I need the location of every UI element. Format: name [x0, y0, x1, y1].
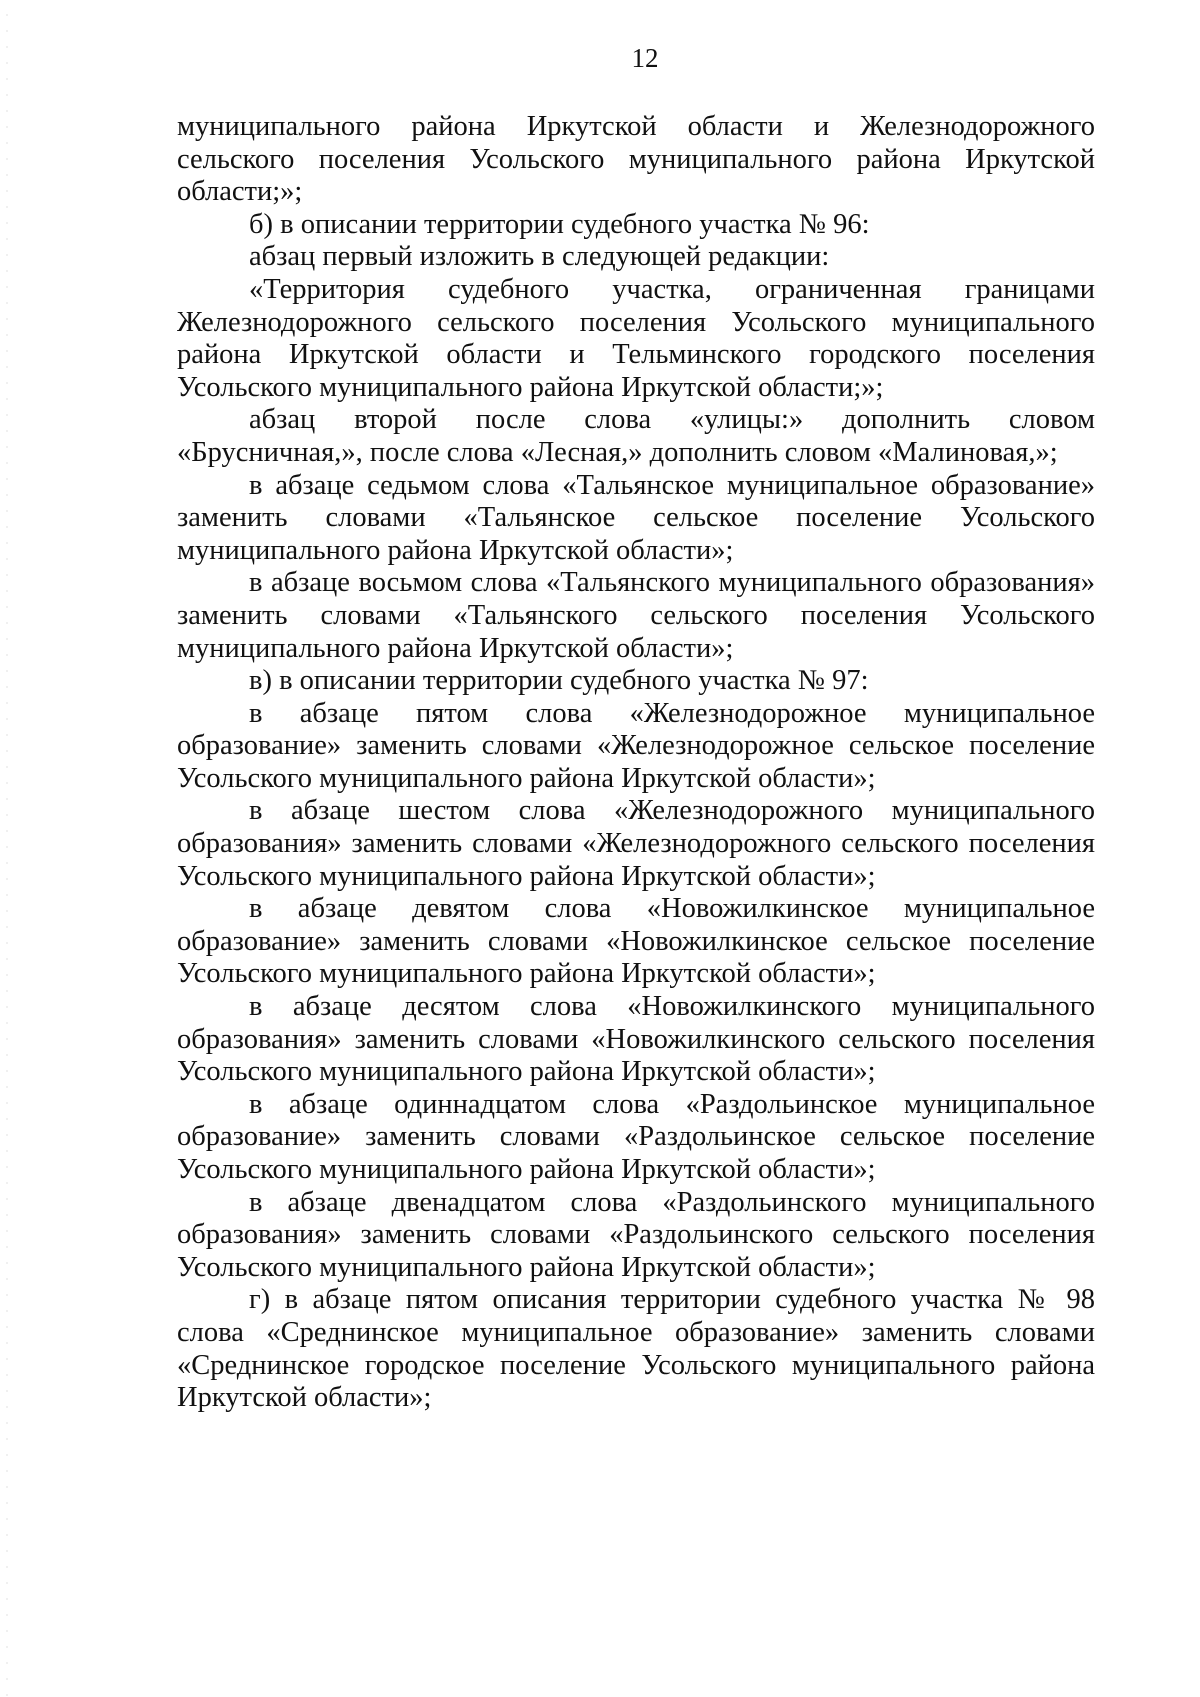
paragraph: в абзаце одиннадцатом слова «Раздольинское муниципальное образование» заменить словами «Раздольинское сельское поселение Усольского муниципального района Иркутской области»;: [177, 1088, 1095, 1185]
paragraph: в абзаце десятом слова «Новожилкинского муниципального образования» заменить словами «Новожилкинского сельского поселения Усольского муниципального района Иркутской области»;: [177, 991, 1095, 1088]
document-body: [177, 111, 1095, 1415]
page-number: 12: [631, 43, 659, 73]
paragraph: в абзаце восьмом слова «Тальянского муниципального образования» заменить словами «Тальянского сельского поселения Усольского муниципального района Иркутской области»;: [177, 567, 1095, 664]
paragraph-quoted-text: «Территория судебного участка, ограниченная границами Железнодорожного сельского поселения Усольского муниципального района Иркутской области и Тельминского городского поселения Усольского муниципального района Иркутской области;»;: [177, 273, 1095, 403]
paragraph-item-v: в) в описании территории судебного участка № 97:: [249, 665, 869, 697]
paragraph: абзац второй после слова «улицы:» дополнить словом «Брусничная,», после слова «Лесная,» дополнить словом «Малиновая,»;: [177, 404, 1095, 468]
paragraph: в абзаце пятом слова «Железнодорожное муниципальное образование» заменить словами «Железнодорожное сельское поселение Усольского муниципального района Иркутской области»;: [177, 697, 1095, 794]
paragraph: в абзаце седьмом слова «Тальянское муниципальное образование» заменить словами «Тальянское сельское поселение Усольского муниципального района Иркутской области»;: [177, 469, 1095, 566]
paragraph: в абзаце двенадцатом слова «Раздольинского муниципального образования» заменить словами «Раздольинского сельского поселения Усольского муниципального района Иркутской области»;: [177, 1186, 1095, 1283]
paragraph-item-b: б) в описании территории судебного участка № 96:: [249, 208, 870, 240]
paragraph: в абзаце девятом слова «Новожилкинское муниципальное образование» заменить словами «Новожилкинское сельское поселение Усольского муниципального района Иркутской области»;: [177, 893, 1095, 990]
paragraph-continuation: муниципального района Иркутской области и Железнодорожного сельского поселения Усольского муниципального района Иркутской области;»;: [177, 111, 1095, 208]
paragraph-item-g: г) в абзаце пятом описания территории судебного участка № 98 слова «Среднинское муниципальное образование» заменить словами «Среднинское городское поселение Усольского муниципального района Иркутской области»;: [177, 1284, 1095, 1414]
paragraph: в абзаце шестом слова «Железнодорожного муниципального образования» заменить словами «Железнодорожного сельского поселения Усольского муниципального района Иркутской области»;: [177, 795, 1095, 892]
scan-edge-marks: [6, 0, 8, 1697]
paragraph: абзац первый изложить в следующей редакции:: [249, 241, 830, 273]
